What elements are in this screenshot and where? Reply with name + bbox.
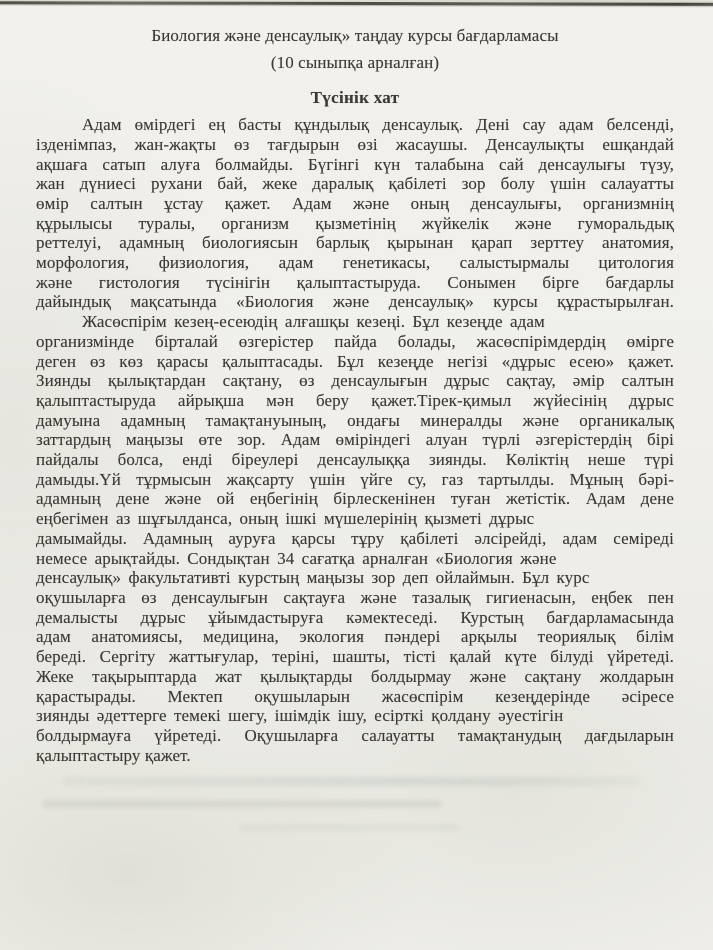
document-line: дамуына адамның тамақтануының, ондағы минералды және органикалық bbox=[36, 410, 674, 430]
bleed-through-mark bbox=[42, 800, 442, 808]
document-content bbox=[36, 20, 674, 765]
document-line: Адам өмірдегі ең басты құндылық денсаулық. Дені сау адам белсенді, bbox=[82, 115, 674, 135]
bleed-through-mark bbox=[240, 824, 460, 831]
document-line: зиянды әдеттерге темекі шегу, ішімдік ішу, есірткі қолдану әуестігін bbox=[36, 706, 564, 726]
document-line: деген өз көз қарасы қалыптасады. Бұл кезеңде негізі «дұрыс есею» қажет. bbox=[36, 351, 674, 371]
document-line: қалыптастыруда айрықша мән беру қажет.Тірек-қимыл жүйесінің дұрыс bbox=[36, 390, 674, 410]
document-line: дамымайды. Адамның ауруға қарсы тұру қабілеті әлсірейді, адам семіреді bbox=[36, 528, 674, 548]
document-line: немесе арықтайды. Сондықтан 34 сағатқа арналған «Биология және bbox=[36, 548, 557, 568]
scan-top-edge-line bbox=[0, 1, 713, 6]
document-line: дайындық мақсатында «Биология және денсаулық» курсы құрастырылған. bbox=[36, 292, 674, 312]
document-line: морфология, физиология, адам генетикасы, салыстырмалы цитология bbox=[36, 253, 674, 273]
paragraph-2 bbox=[36, 312, 674, 765]
document-line: Жасөспірім кезең-есеюдің алғашқы кезеңі. Бұл кезеңде адам bbox=[82, 312, 545, 332]
document-line: қалыптастыру қажет. bbox=[36, 745, 191, 765]
bleed-through-mark bbox=[62, 777, 640, 786]
document-line: ізденімпаз, жан-жақты өз тағдырын өзі жасаушы. Денсаулықты ешқандай bbox=[36, 134, 674, 154]
document-subtitle: (10 сыныпқа арналған) bbox=[270, 52, 440, 72]
document-line: болдырмауға үйретеді. Оқушыларға салауатты тамақтанудың дағдыларын bbox=[36, 725, 674, 745]
document-line: ақшаға сатып алуға болмайды. Бүгінгі күн талабына сай денсаулығы түзу, bbox=[36, 154, 674, 174]
document-line: және гистология түсінігін қалыптастыруда. Сонымен бірге бағдарлы bbox=[36, 272, 674, 292]
section-heading: Түсінік хат bbox=[310, 88, 400, 108]
document-line: адам анатомиясы, медицина, экология пәндері арқылы теориялық білім bbox=[36, 627, 674, 647]
document-line: демалысты дұрыс ұйымдастыруға кәмектеседі. Курстың бағдарламасында bbox=[36, 607, 674, 627]
document-line: денсаулық» факультативті курстың маңызы зор деп ойлаймын. Бұл курс bbox=[36, 568, 590, 588]
document-line: өмір салтын ұстау қажет. Адам және оның денсаулығы, организмнің bbox=[36, 193, 674, 213]
document-line: заттардың маңызы өте зор. Адам өміріндегі алуан түрлі әзгерістердің бірі bbox=[36, 430, 674, 450]
document-line: организмінде бірталай өзгерістер пайда болады, жасөспірімдердің өмірге bbox=[36, 331, 674, 351]
document-line: реттелуі, адамның биологиясын барлық қырынан қарап зерттеу анатомия, bbox=[36, 233, 674, 253]
document-line: дамыды.Үй тұрмысын жақсарту үшін үйге су, газ тартылды. Мұның бәрі- bbox=[36, 469, 674, 489]
paragraph-1 bbox=[36, 115, 674, 312]
document-line: еңбегімен аз шұғылданса, оның ішкі мүшелерінің қызметі дұрыс bbox=[36, 509, 535, 529]
document-line: жан дүниесі рухани бай, жеке даралық қабілеті зор болу үшін салауатты bbox=[36, 174, 674, 194]
document-line: қарастырады. Мектеп оқушыларын жасөспірім кезеңдерінде әсіресе bbox=[36, 686, 674, 706]
document-line: береді. Сергіту жаттығулар, теріні, шашты, тісті қалай күте білуді үйретеді. bbox=[36, 647, 674, 667]
document-line: оқушыларға өз денсаулығын сақтауға және тазалық гигиенасын, еңбек пен bbox=[36, 587, 674, 607]
document-line: пайдалы болса, енді біреулері денсаулыққа зиянды. Көліктің неше түрі bbox=[36, 450, 674, 470]
document-line: құрылысы туралы, организм қызметінің жүйкелік және гуморальдық bbox=[36, 213, 674, 233]
document-line: адамның дене және ой еңбегінің бірлескенінен туған жетістік. Адам дене bbox=[36, 489, 674, 509]
document-line: Зиянды қылықтардан сақтану, өз денсаулығын дұрыс сақтау, әмір салтын bbox=[36, 371, 674, 391]
document-title: Биология және денсаулық» таңдау курсы бағдарламасы bbox=[151, 26, 559, 45]
document-line: Жеке тақырыптарда жат қылықтарды болдырмау және сақтану жолдарын bbox=[36, 666, 674, 686]
